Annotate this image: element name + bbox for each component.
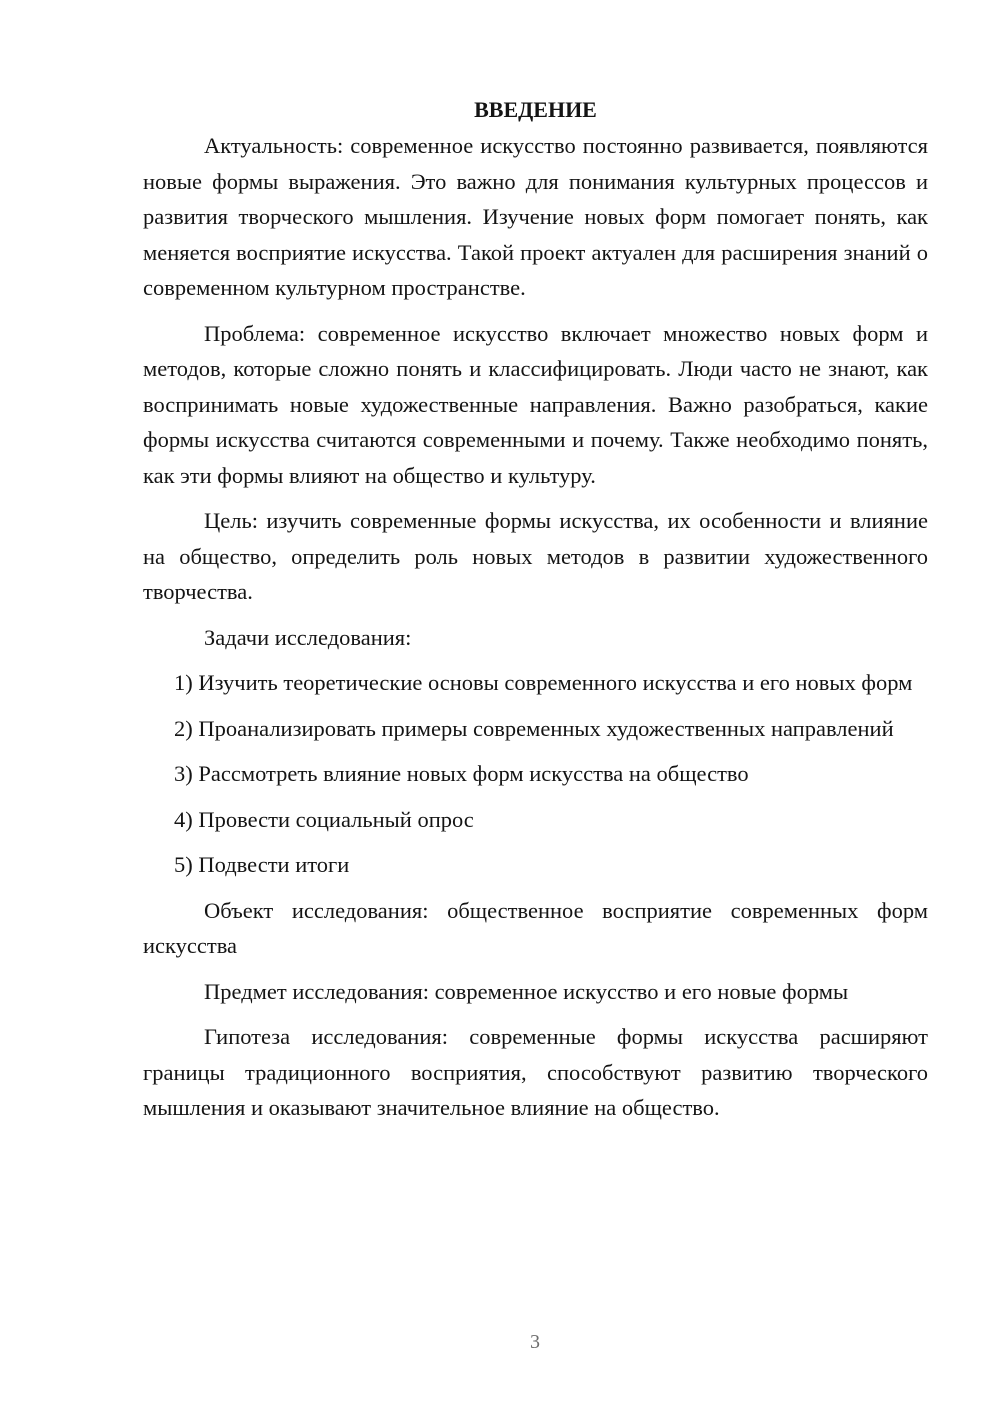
- document-body: [143, 92, 928, 1126]
- task-item-4: 4) Провести социальный опрос: [174, 806, 474, 832]
- paragraph-object: Объект исследования: общественное восприятие современных форм искусства: [143, 897, 928, 958]
- paragraph-subject: Предмет исследования: современное искусство и его новые формы: [204, 978, 849, 1004]
- paragraph-problem: Проблема: современное искусство включает множество новых форм и методов, которые сложно понять и классифицировать. Люди часто не знают, как воспринимать новые художественные направления. Важно разобраться, какие формы искусства считаются современными и почему. Также необходимо понять, как эти формы влияют на общество и культуру.: [143, 320, 928, 488]
- section-heading: ВВЕДЕНИЕ: [474, 97, 597, 122]
- paragraph-relevance: Актуальность: современное искусство постоянно развивается, появляются новые формы выражения. Это важно для понимания культурных процессов и развития творческого мышления. Изучение новых форм помогает понять, как меняется восприятие искусства. Такой проект актуален для расширения знаний о современном культурном пространстве.: [143, 133, 928, 300]
- task-item-5: 5) Подвести итоги: [174, 852, 350, 877]
- paragraph-hypothesis: Гипотеза исследования: современные формы искусства расширяют границы традиционного восприятия, способствуют развитию творческого мышления и оказывают значительное влияние на общество.: [143, 1024, 928, 1120]
- page-number: 3: [530, 1331, 540, 1353]
- task-item-2: 2) Проанализировать примеры современных художественных направлений: [174, 715, 894, 741]
- paragraph-tasks-title: Задачи исследования:: [204, 624, 412, 650]
- task-item-1: 1) Изучить теоретические основы современного искусства и его новых форм: [174, 670, 913, 695]
- task-item-3: 3) Рассмотреть влияние новых форм искусства на общество: [174, 761, 749, 786]
- paragraph-goal: Цель: изучить современные формы искусства, их особенности и влияние на общество, определить роль новых методов в развитии художественного творчества.: [143, 508, 928, 604]
